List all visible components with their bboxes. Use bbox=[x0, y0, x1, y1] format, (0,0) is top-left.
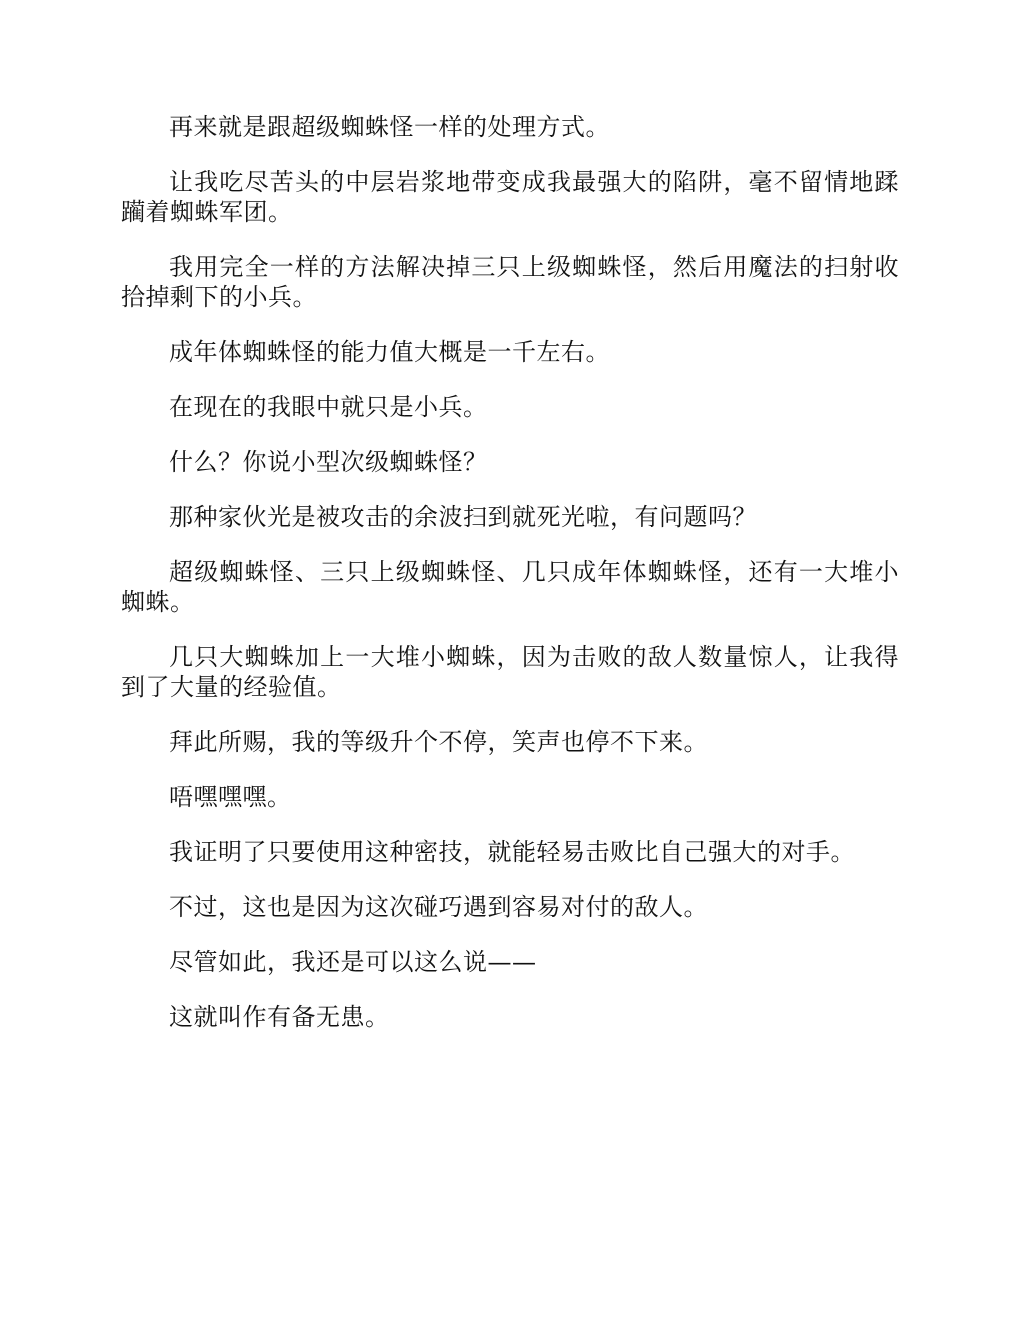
paragraph-11: 唔嘿嘿嘿。 bbox=[169, 783, 292, 811]
document-page bbox=[121, 112, 899, 1057]
paragraph-3: 我用完全一样的方法解决掉三只上级蜘蛛怪，然后用魔法的扫射收拾掉剩下的小兵。 bbox=[121, 253, 899, 311]
paragraph-6: 什么？你说小型次级蜘蛛怪？ bbox=[169, 448, 488, 476]
paragraph-14: 尽管如此，我还是可以这么说—— bbox=[169, 948, 537, 976]
paragraph-5: 在现在的我眼中就只是小兵。 bbox=[169, 393, 488, 421]
paragraph-15: 这就叫作有备无患。 bbox=[169, 1003, 390, 1031]
paragraph-8: 超级蜘蛛怪、三只上级蜘蛛怪、几只成年体蜘蛛怪，还有一大堆小蜘蛛。 bbox=[121, 558, 899, 616]
paragraph-1: 再来就是跟超级蜘蛛怪一样的处理方式。 bbox=[169, 113, 610, 141]
paragraph-13: 不过，这也是因为这次碰巧遇到容易对付的敌人。 bbox=[169, 893, 708, 921]
paragraph-9: 几只大蜘蛛加上一大堆小蜘蛛，因为击败的敌人数量惊人，让我得到了大量的经验值。 bbox=[121, 643, 899, 701]
paragraph-7: 那种家伙光是被攻击的余波扫到就死光啦，有问题吗？ bbox=[169, 503, 757, 531]
paragraph-12: 我证明了只要使用这种密技，就能轻易击败比自己强大的对手。 bbox=[169, 838, 855, 866]
paragraph-10: 拜此所赐，我的等级升个不停，笑声也停不下来。 bbox=[169, 728, 708, 756]
paragraph-4: 成年体蜘蛛怪的能力值大概是一千左右。 bbox=[169, 338, 610, 366]
paragraph-2: 让我吃尽苦头的中层岩浆地带变成我最强大的陷阱，毫不留情地蹂躏着蜘蛛军团。 bbox=[121, 168, 899, 226]
